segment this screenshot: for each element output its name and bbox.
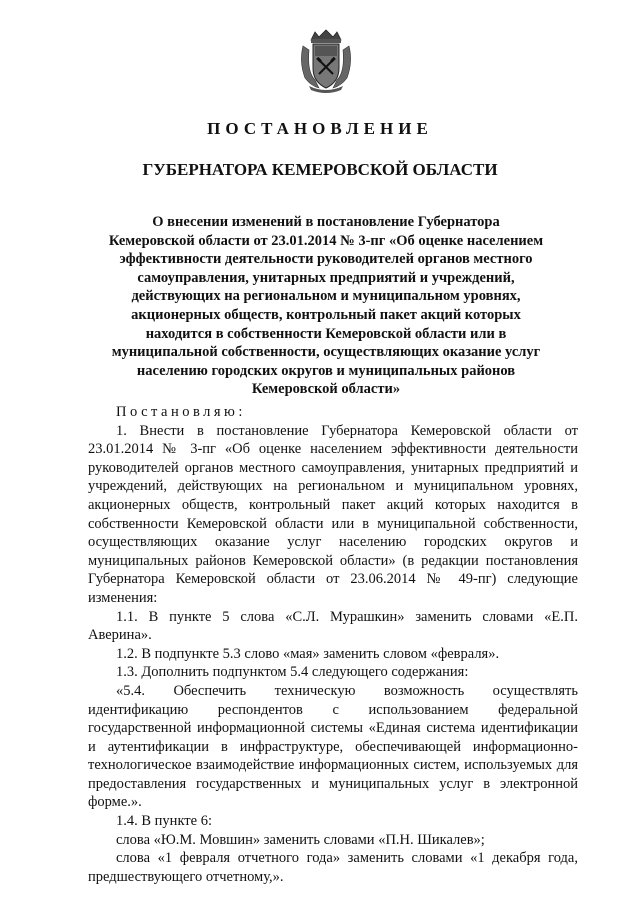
paragraph-5-4: «5.4. Обеспечить техническую возможность осуществлять идентификацию респондентов с использованием федеральной государственной информационной системы «Единая система идентификации и аутентификации в инфраструктуре, обеспечивающей информационно-технологическое взаимодействие информационных систем, используемых для предоставления государственных и муниципальных услуг в электронной форме.». [88, 682, 578, 811]
document-heading: О внесении изменений в постановление Губернатора Кемеровской области от 23.01.2014 № 3-пг «Об оценке населением эффективности деятельности руководителей органов местного самоуправления, унитарных предприятий и учреждений, действующих на региональном и муниципальном уровнях, акционерных обществ, контрольный пакет акций которых находится в собственности Кемеровской области или в муниципальной собственности, осуществляющих оказание услуг населению городских округов и муниципальных районов Кемеровской области» [108, 214, 544, 398]
paragraph-1-4: 1.4. В пункте 6: [116, 813, 212, 830]
decree-label: Постановляю: [116, 404, 246, 420]
paragraph-1-2: 1.2. В подпункте 5.3 слово «мая» заменить словом «февраля». [116, 645, 500, 662]
paragraph-1-4-b: слова «1 февраля отчетного года» заменить словами «1 декабря года, предшествующего отчетному,». [88, 850, 578, 885]
document-body [88, 403, 578, 886]
paragraph-1-4-a: слова «Ю.М. Мовшин» заменить словами «П.Н. Шикалев»; [116, 831, 485, 848]
paragraph-1: 1. Внести в постановление Губернатора Кемеровской области от 23.01.2014 № 3-пг «Об оценке населением эффективности деятельности руководителей органов местного самоуправления, унитарных предприятий и учреждений, действующих на региональном и муниципальном уровнях, акционерных обществ, контрольный пакет акций которых находится в собственности Кемеровской области или в муниципальной собственности, осуществляющих оказание услуг населению городских округов и муниципальных районов Кемеровской области» (в редакции постановления Губернатора Кемеровской области от 23.06.2014 № 49-пг) следующие изменения: [88, 422, 578, 606]
paragraph-1-1: 1.1. В пункте 5 слова «С.Л. Мурашкин» заменить словами «Е.П. Аверина». [88, 608, 578, 644]
coat-of-arms-emblem [297, 28, 355, 94]
document-title: ПОСТАНОВЛЕНИЕ [207, 119, 433, 138]
document-subtitle: ГУБЕРНАТОРА КЕМЕРОВСКОЙ ОБЛАСТИ [142, 160, 498, 179]
paragraph-1-3: 1.3. Дополнить подпунктом 5.4 следующего содержания: [116, 664, 469, 681]
